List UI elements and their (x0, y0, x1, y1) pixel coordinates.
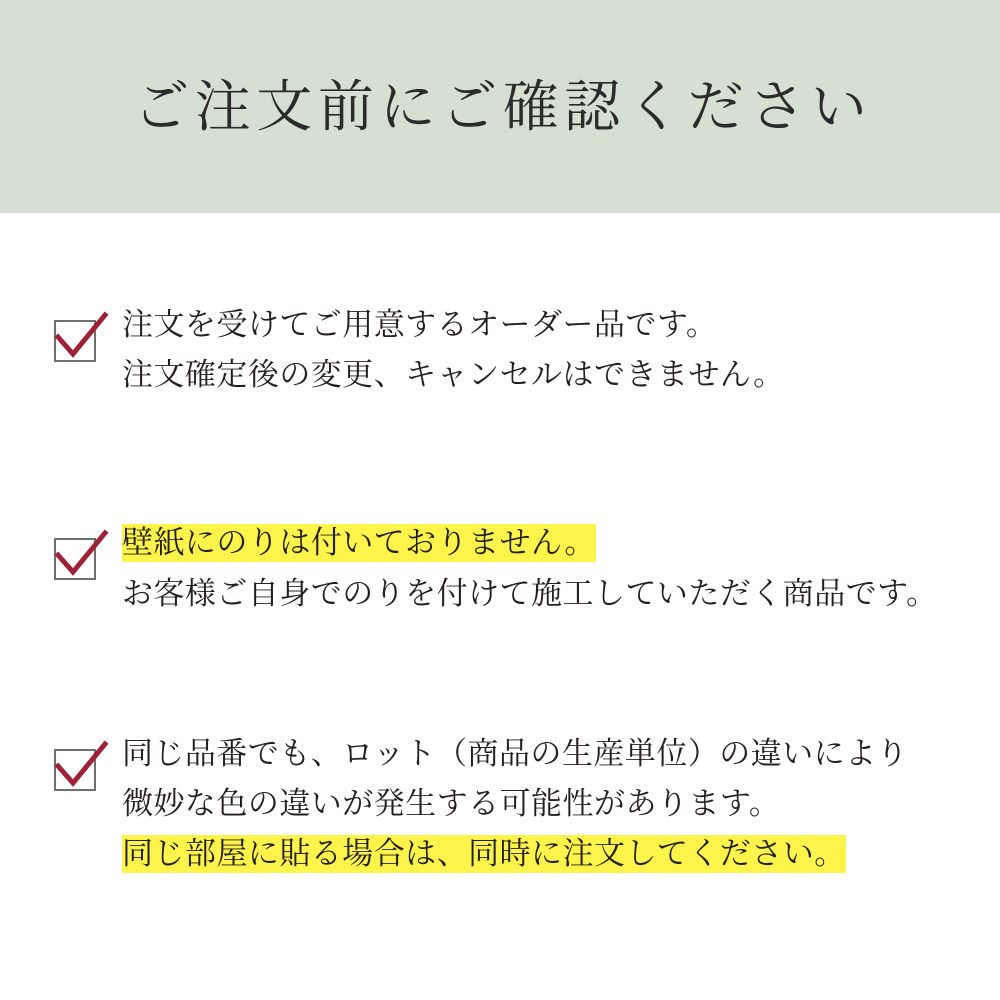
check-mark-icon (52, 310, 110, 368)
notice-text (122, 518, 938, 618)
notice-text (122, 300, 785, 400)
notice-line: 同じ品番でも、ロット（商品の生産単位）の違いにより (122, 735, 909, 771)
header-banner (0, 0, 1000, 213)
notice-list (0, 300, 1000, 880)
notice-line: 注文を受けてご用意するオーダー品です。 (122, 307, 718, 342)
checkbox-checked-icon (54, 538, 100, 584)
notice-item (0, 729, 1000, 880)
highlighted-text: 同じ部屋に貼る場合は、同時に注文してください。 (122, 836, 846, 872)
checkbox-checked-icon (54, 320, 100, 366)
checkbox-checked-icon (54, 749, 100, 795)
notice-line: お客様ご自身でのりを付けて施工していただく商品です。 (122, 575, 938, 611)
page-title: ご注文前にご確認ください (133, 74, 873, 138)
notice-text (122, 729, 908, 880)
highlighted-text: 壁紙にのりは付いておりません。 (122, 525, 596, 561)
check-mark-icon (52, 528, 110, 586)
notice-item (0, 300, 1000, 400)
notice-item (0, 518, 1000, 618)
notice-line: 注文確定後の変更、キャンセルはできません。 (122, 357, 785, 393)
check-mark-icon (52, 739, 110, 797)
notice-line: 微妙な色の違いが発生する可能性があります。 (122, 786, 781, 822)
notice-line (122, 829, 908, 879)
notice-line (122, 518, 938, 568)
